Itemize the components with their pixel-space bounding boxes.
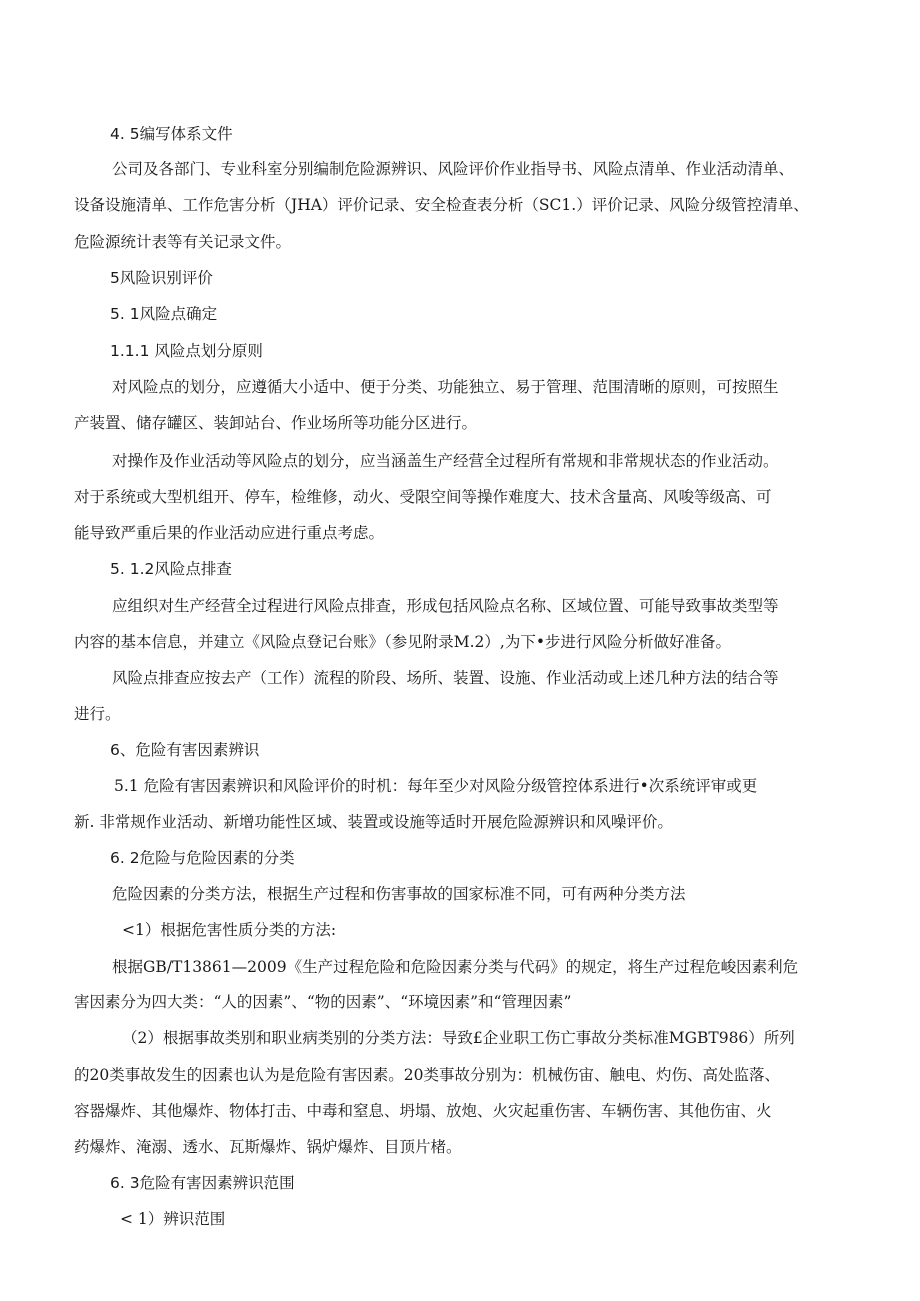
paragraph-line: 对风险点的划分，应遵循大小适中、便于分类、功能独立、易于管理、范围清晰的原则，可按照生 — [112, 378, 779, 396]
paragraph-line: 能导致严重后果的作业活动应进行重点考虑。 — [74, 524, 385, 542]
list-item: < 1）辨识范围 — [120, 1210, 226, 1228]
paragraph-line: 根据GB/T13861—2009《生产过程危险和危险因素分类与代码》的规定，将生产过程危峻因素利危 — [112, 958, 799, 976]
paragraph-line: 进行。 — [74, 705, 121, 723]
heading-5-1: 5. 1风险点确定 — [110, 305, 218, 323]
paragraph-line: 内容的基本信息，并建立《风险点登记台账》（参见附录M.2）,为下•步进行风险分析做好准备。 — [74, 633, 731, 651]
paragraph-line: 新. 非常规作业活动、新增功能性区域、装置或设施等适时开展危险源辨识和风噪评价。 — [74, 813, 673, 831]
heading-4-5: 4. 5编写体系文件 — [110, 125, 233, 143]
paragraph-line: 应组织对生产经营全过程进行风险点排查，形成包括风险点名称、区域位置、可能导致事故类型等 — [112, 597, 779, 615]
paragraph-line: 害因素分为四大类：“人的因素”、“物的因素”、“环境因素”和“管理因素” — [74, 993, 572, 1011]
heading-6-2: 6. 2危险与危险因素的分类 — [110, 849, 295, 867]
heading-6-3: 6. 3危险有害因素辨识范围 — [110, 1174, 295, 1192]
paragraph-line: 产装置、储存罐区、装卸站台、作业场所等功能分区进行。 — [74, 414, 478, 432]
paragraph-line: 的20类事故发生的因素也认为是危险有害因素。20类事故分别为：机械伤宙、触电、灼伤、高处监落、 — [74, 1066, 780, 1084]
heading-5: 5风险识别评价 — [110, 269, 213, 287]
list-item: <1）根据危害性质分类的方法: — [122, 921, 337, 939]
list-item: （2）根据事故类别和职业病类别的分类方法：导致£企业职工伤亡事故分类标准MGBT986）所列 — [122, 1029, 795, 1047]
paragraph-line: 危险因素的分类方法，根据生产过程和伤害事故的国家标准不同，可有两种分类方法 — [112, 885, 686, 903]
paragraph-line: 对操作及作业活动等风险点的划分，应当涵盖生产经营全过程所有常规和非常规状态的作业活动。 — [112, 452, 779, 470]
paragraph-line: 风险点排查应按去产（工作）流程的阶段、场所、装置、设施、作业活动或上述几种方法的结合等 — [112, 669, 779, 687]
heading-5-1-2: 5. 1.2风险点排查 — [110, 560, 232, 578]
paragraph-line: 公司及各部门、专业科室分别编制危险源辨识、风险评价作业指导书、风险点清单、作业活动清单、 — [112, 160, 795, 178]
paragraph-line: 对于系统或大型机组开、停车，检维修，动火、受限空间等操作难度大、技术含量高、风唆等级高、可 — [74, 488, 772, 506]
heading-1-1-1: 1.1.1 风险点划分原则 — [110, 342, 263, 360]
paragraph-line: 5.1 危险有害因素辨识和风险评价的时机：每年至少对风险分级管控体系进行•次系统评审或更 — [114, 777, 758, 795]
heading-6: 6、危险有害因素辨识 — [110, 741, 260, 759]
paragraph-line: 危险源统计表等有关记录文件。 — [74, 233, 292, 251]
paragraph-line: 设备设施清单、工作危害分析（JHA）评价记录、安全检查表分析（SC1.）评价记录、风险分级管控清单、 — [74, 196, 809, 214]
paragraph-line: 容器爆炸、其他爆炸、物体打击、中毒和窒息、坍塌、放炮、火灾起重伤害、车辆伤害、其他伤宙、火 — [74, 1102, 772, 1120]
paragraph-line: 药爆炸、淹溺、透水、瓦斯爆炸、锅炉爆炸、目顶片楮。 — [74, 1138, 462, 1156]
